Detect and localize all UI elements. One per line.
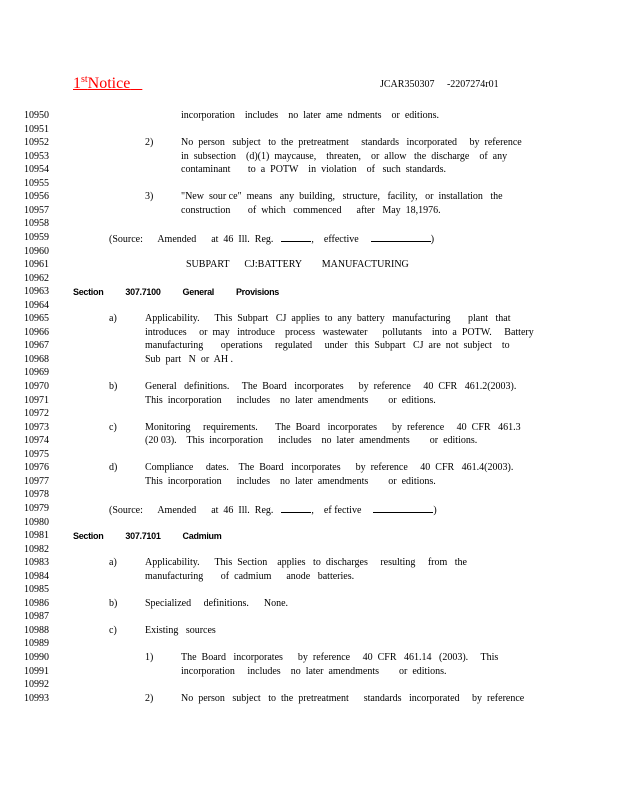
line-number: 10981 (24, 530, 49, 542)
line-text (145, 557, 467, 569)
line-text (145, 625, 216, 637)
line-text-content: incorporation includes no later amendments or editions. (181, 665, 447, 677)
line-text-content: (Source: Amended at 46 Ill. Reg. (109, 233, 274, 245)
line-text (109, 503, 437, 517)
line-number: 10984 (24, 570, 49, 582)
line-text-content: Sub part N or AH . (145, 353, 234, 365)
list-marker: a) (109, 557, 117, 569)
line-text-content: Applicability. This Section applies to discharges resulting from the (145, 557, 467, 569)
line-number: 10951 (24, 123, 49, 135)
line-number: 10957 (24, 204, 49, 216)
line-number: 10975 (24, 448, 49, 460)
line-number: 10964 (24, 299, 49, 311)
line-number: 10953 (24, 150, 49, 162)
document-code: JCAR350307 -2207274r01 (380, 79, 499, 90)
section-heading (73, 530, 221, 542)
line-number: 10992 (24, 679, 49, 691)
line-text (181, 693, 524, 705)
list-marker: d) (109, 462, 118, 474)
line-text (145, 340, 510, 352)
list-marker: b) (109, 381, 118, 392)
line-number: 10961 (24, 259, 49, 271)
line-number: 10987 (24, 611, 49, 623)
line-text (181, 191, 503, 203)
line-number: 10971 (24, 394, 49, 406)
list-marker: b) (109, 597, 118, 609)
line-number: 10985 (24, 584, 49, 596)
line-text-content: introduces or may introduce process wastewater pollutants into a POTW. Battery (145, 326, 534, 338)
blank-underline (281, 503, 311, 513)
line-text (145, 395, 436, 407)
line-number: 10974 (24, 435, 49, 447)
blank-underline (373, 503, 433, 513)
line-text (145, 571, 354, 583)
line-text-content: No person subject to the pretreatment standards incorporated by reference (181, 692, 525, 704)
line-text-content: construction of which commenced after May 18,1976. (181, 204, 441, 216)
line-text-content: Monitoring requirements. The Board incorporates by reference 40 CFR 461.3 (145, 421, 521, 433)
line-text (181, 137, 522, 149)
line-number: 10954 (24, 164, 49, 176)
line-number: 10993 (24, 692, 49, 704)
line-number: 10963 (24, 286, 49, 298)
comma: , (311, 233, 314, 245)
line-text-content: in subsection (d)(1) maycause, threaten, or allow the discharge of any (181, 150, 508, 162)
line-number: 10980 (24, 516, 49, 528)
line-text-content: Section 307.7100 General Provisions (73, 287, 279, 298)
line-number: 10970 (24, 381, 49, 392)
line-text (181, 666, 447, 678)
line-number: 10955 (24, 177, 49, 189)
close-paren: ) (430, 233, 435, 245)
line-number: 10991 (24, 665, 49, 677)
line-text-content: manufacturing operations regulated under this Subpart CJ are not subject to (145, 340, 510, 352)
line-text (181, 164, 446, 176)
line-text (145, 381, 516, 393)
line-number: 10989 (24, 638, 49, 650)
line-number: 10978 (24, 489, 49, 501)
line-number: 10977 (24, 475, 49, 487)
line-number: 10958 (24, 218, 49, 230)
list-marker: 2) (145, 137, 154, 149)
blank-underline (281, 232, 311, 242)
line-text-content: Compliance dates. The Board incorporates by reference 40 CFR 461.4(2003). (145, 462, 514, 474)
line-text (145, 422, 521, 434)
line-number: 10973 (24, 421, 49, 433)
line-number: 10990 (24, 652, 49, 663)
line-text-content: SUBPART CJ:BATTERY MANUFACTURING (186, 259, 409, 271)
line-text-content: Section 307.7101 Cadmium (73, 531, 222, 542)
list-marker: a) (109, 313, 117, 325)
line-text-content: This incorporation includes no later amendments or editions. (145, 475, 436, 487)
line-text (145, 327, 534, 339)
section-heading (73, 286, 279, 298)
subpart-heading (186, 259, 409, 271)
line-text-content: manufacturing of cadmium anode batteries. (145, 570, 355, 582)
line-text (145, 313, 511, 325)
line-number: 10959 (24, 231, 49, 243)
line-text-content: Applicability. This Subpart CJ applies to any battery manufacturing plant that (145, 313, 511, 325)
line-text-content: This incorporation includes no later amendments or editions. (145, 394, 436, 406)
line-text (145, 598, 288, 610)
list-marker: 1) (145, 652, 154, 663)
line-text (181, 652, 498, 664)
line-number: 10982 (24, 543, 49, 555)
effective-label: effective (323, 233, 359, 245)
list-marker: 2) (145, 692, 154, 704)
line-number: 10969 (24, 367, 49, 379)
line-number: 10960 (24, 245, 49, 257)
line-number: 10965 (24, 313, 49, 325)
line-text-content: No person subject to the pretreatment standards incorporated by reference (181, 137, 522, 149)
comma: , (311, 504, 314, 516)
blank-underline (371, 232, 431, 242)
line-text (181, 151, 507, 163)
effective-label: ef fective (323, 504, 362, 516)
line-text (145, 476, 436, 488)
line-number: 10966 (24, 326, 49, 338)
line-text-content: General definitions. The Board incorporates by reference 40 CFR 461.2(2003). (145, 381, 517, 392)
line-text-content: The Board incorporates by reference 40 CFR 461.14 (2003). This (181, 652, 499, 663)
line-number: 10986 (24, 597, 49, 609)
line-number: 10983 (24, 557, 49, 569)
list-marker: c) (109, 421, 117, 433)
line-text-content: (20 03). This incorporation includes no later amendments or editions. (145, 435, 478, 447)
line-text (145, 462, 513, 474)
line-text-content: incorporation includes no later ame ndments or editions. (181, 110, 439, 121)
line-text (145, 354, 233, 366)
line-number: 10972 (24, 408, 49, 420)
line-text (145, 435, 477, 447)
list-marker: 3) (145, 191, 154, 203)
line-text-content: Specialized definitions. None. (145, 597, 289, 609)
line-text-content: (Source: Amended at 46 Ill. Reg. (109, 504, 274, 516)
close-paren: ) (433, 504, 437, 516)
line-number: 10979 (24, 502, 49, 514)
line-number: 10967 (24, 340, 49, 352)
list-marker: c) (109, 624, 117, 636)
line-number: 10988 (24, 624, 49, 636)
line-text (181, 205, 441, 217)
line-text-content: "New sour ce" means any building, structure, facility, or installation the (181, 191, 503, 203)
line-text-content: Existing sources (145, 624, 216, 636)
line-number: 10950 (24, 110, 49, 121)
notice-header: 1stNotice (73, 74, 131, 92)
line-number: 10962 (24, 272, 49, 284)
line-number: 10968 (24, 353, 49, 365)
line-number: 10956 (24, 191, 49, 203)
line-number: 10976 (24, 462, 49, 474)
line-text (109, 232, 434, 246)
line-number: 10952 (24, 137, 49, 149)
line-text-content: contaminant to a POTW in violation of such standards. (181, 164, 447, 176)
line-text (181, 110, 439, 122)
